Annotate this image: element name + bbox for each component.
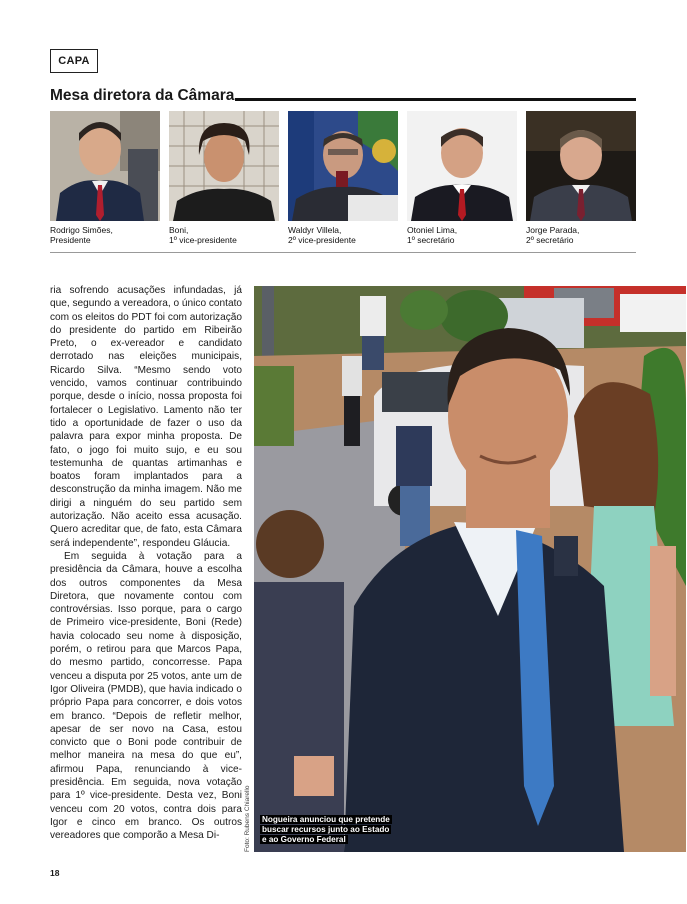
board-member-3: [288, 111, 398, 251]
member-name: Waldyr Villela,: [288, 225, 342, 235]
heading-title: Mesa diretora da Câmara: [50, 87, 235, 104]
article-paragraph-2: Em seguida à votação para a presidência da Câmara, houve a escolha dos outros componentes da Mesa Diretora, que novamente contou com controvérsias. Isso porque, para o cargo de Primeiro vice-presidente, Boni (Rede) havia colocado seu nome à disposição, porém, o retirou para que Marcos Papa, do mesmo partido, concorresse. Papa venceu a disputa por 25 votos, ante um de Igor Oliveira (PMDB), que havia indicado o próprio Papa para concorrer, e dois votos em branco. “Depois de refletir melhor, apesar de ser novo na Casa, estou convicto que o Boni pode contribuir de melhor maneira na mesa do que eu”, afirmou Papa, renunciando à vice-presidência. Em seguida, nova votação para 1º vice-presidente. Desta vez, Boni venceu com 20 votos, contra dois para Igor e cinco em branco. Os outros vereadores que comporão a Mesa Di-: [50, 550, 242, 842]
page-number: 18: [50, 868, 60, 878]
member-photo: [169, 111, 279, 221]
member-name: Jorge Parada,: [526, 225, 580, 235]
photo-credit: Foto: Rubens Chiarello: [244, 785, 251, 852]
heading-rule: [235, 98, 636, 101]
section-tag: CAPA: [50, 49, 98, 73]
member-caption: [526, 225, 646, 245]
member-name: Boni,: [169, 225, 189, 235]
member-role: 1º secretário: [407, 235, 455, 245]
member-role: 2º secretário: [526, 235, 574, 245]
board-divider: [50, 252, 636, 253]
article-column: [50, 284, 242, 854]
board-member-5: [526, 111, 636, 251]
member-photo: [407, 111, 517, 221]
member-name: Otoniel Lima,: [407, 225, 458, 235]
member-role: Presidente: [50, 235, 91, 245]
member-caption: [288, 225, 408, 245]
heading-row: [50, 86, 636, 110]
member-photo: [288, 111, 398, 221]
member-role: 1º vice-presidente: [169, 235, 237, 245]
member-role: 2º vice-presidente: [288, 235, 356, 245]
member-photo: [50, 111, 160, 221]
member-caption: [50, 225, 170, 245]
board-strip: [50, 111, 636, 251]
member-caption: [169, 225, 289, 245]
article-paragraph-1: ria sofrendo acusações infundadas, já que, segundo a vereadora, o único contato com os eleitos do PDT foi com autorização do presidente do partido em Ribeirão Preto, o ex-vereador e candidato derrotado nas eleições municipais, Ricardo Silva. “Mesmo sendo voto vencido, vamos continuar contribuindo porque, desde o início, nossa proposta foi fortalecer o Legislativo. Lamento não ter tido a oportunidade de fazer o uso da palavra para expor minha proposta. De fato, o jogo foi muito sujo, e eu sou testemunha de quantas artimanhas e boatos foram implantados para a desconstrução da minha imagem. Não me dirigi a ninguém do seu partido sem autorização. Não aceito essa acusação. Quero acreditar que, de fato, esta Câmara será independente”, respondeu Gláucia.: [50, 285, 242, 549]
main-photo: [254, 286, 686, 852]
board-member-4: [407, 111, 517, 251]
board-member-2: [169, 111, 279, 251]
photo-caption-text: Nogueira anunciou que pretende buscar recursos junto ao Estado e ao Governo Federal: [262, 815, 390, 845]
board-member-1: [50, 111, 160, 251]
member-caption: [407, 225, 527, 245]
photo-caption: [260, 815, 392, 846]
member-name: Rodrigo Simões,: [50, 225, 113, 235]
member-photo: [526, 111, 636, 221]
